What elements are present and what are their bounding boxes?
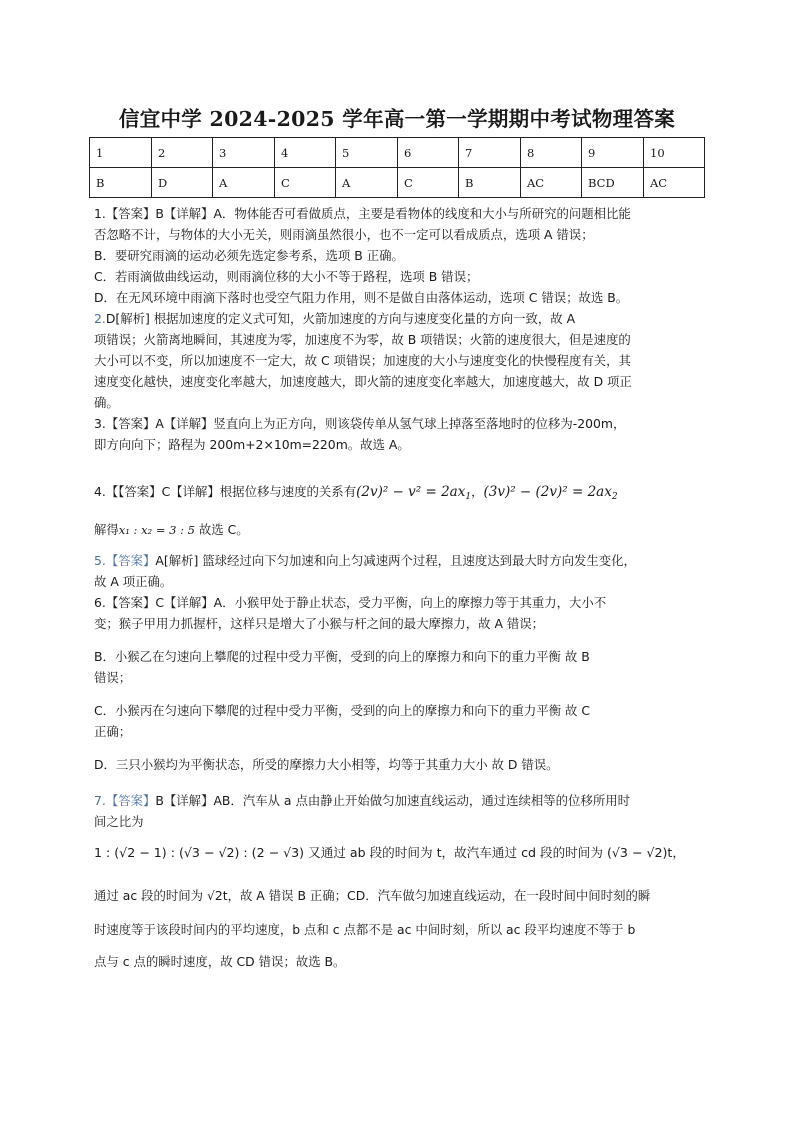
table-cell: D xyxy=(152,168,213,198)
equation-1: $(2v)^2 - v^2 = 2ax_1$ xyxy=(356,484,472,502)
table-cell: AC xyxy=(521,168,582,198)
answer-6-line-7: D．三只小猴均为平衡状态，所受的摩擦力大小相等，均等于其重力大小 故 D 错误。 xyxy=(94,757,559,772)
answer-2-line-3: 大小可以不变，所以加速度不一定大，故 C 项错误；加速度的大小与速度变化的快慢程度有关，其 xyxy=(94,353,631,368)
separator: ， xyxy=(471,484,484,499)
table-cell: 4 xyxy=(275,138,336,168)
table-cell: A xyxy=(336,168,398,198)
answer-1-line-5: D．在无风环境中雨滴下落时也受空气阻力作用，则不是做自由落体运动，选项 C 错误；故选 B。 xyxy=(94,290,629,305)
answer-text: B【详解】AB．汽车从 a 点由静止开始做匀加速直线运动，通过连续相等的位移所用时 xyxy=(155,793,631,808)
answer-6-line-3: B．小猴乙在匀速向上攀爬的过程中受力平衡，受到的向上的摩擦力和向下的重力平衡 故 B xyxy=(94,649,590,664)
answer-1-line-3: B．要研究雨滴的运动必须先选定参考系，选项 B 正确。 xyxy=(94,248,404,263)
table-cell: 1 xyxy=(90,138,152,168)
answer-7-line-3: 1 : (√2 − 1) : (√3 − √2) : (2 − √3) 又通过 ab 段的时间为 t，故汽车通过 cd 段的时间为 (√3 − √2)t， xyxy=(94,845,685,860)
answer-2-line-4: 速度变化越快，速度变化率越大，加速度越大，即火箭的速度变化率越大，加速度越大，故 D 项正 xyxy=(94,374,632,389)
equation-1-text: (2v)² − v² = 2ax xyxy=(356,484,466,500)
answer-6-line-6: 正确； xyxy=(94,724,132,739)
answer-text: 解得 xyxy=(94,522,119,537)
answer-5-line-1 xyxy=(94,550,704,571)
answer-3-line-1: 3.【答案】A【详解】竖直向上为正方向，则该袋传单从氢气球上掉落至落地时的位移为-200m， xyxy=(94,416,626,431)
answer-1-line-4: C．若雨滴做曲线运动，则雨滴位移的大小不等于路程，选项 B 错误； xyxy=(94,269,479,284)
answer-6-line-2: 变；猴子甲用力抓握杆，这样只是增大了小猴与杆之间的最大摩擦力，故 A 错误； xyxy=(94,616,545,631)
table-cell: B xyxy=(459,168,521,198)
table-cell: 8 xyxy=(521,138,582,168)
answer-7-line-2: 间之比为 xyxy=(94,814,144,829)
answer-7-line-1 xyxy=(94,790,704,811)
table-cell: BCD xyxy=(582,168,644,198)
answer-2-line-5: 确。 xyxy=(94,395,119,410)
table-cell: 3 xyxy=(213,138,275,168)
table-cell: AC xyxy=(644,168,705,198)
answer-1-line-2: 否忽略不计，与物体的大小无关，则雨滴虽然很小，也不一定可以看成质点，选项 A 错误； xyxy=(94,227,594,242)
answer-6-line-1: 6.【答案】C【详解】A．小猴甲处于静止状态，受力平衡，向上的摩擦力等于其重力，大小不 xyxy=(94,595,607,610)
answer-text: 4.【【答案】C【详解】根据位移与速度的关系有 xyxy=(94,484,357,499)
answer-7-line-6: 点与 c 点的瞬时速度，故 CD 错误；故选 B。 xyxy=(94,954,346,969)
equation-2-text: (3v)² − (2v)² = 2ax xyxy=(483,484,612,500)
table-cell: 10 xyxy=(644,138,705,168)
answer-6-line-4: 错误； xyxy=(94,670,132,685)
table-cell: A xyxy=(213,168,275,198)
answer-tag: 【答案】 xyxy=(105,793,156,808)
answer-row xyxy=(90,168,705,198)
answer-2-line-1 xyxy=(94,308,704,329)
table-cell: C xyxy=(398,168,459,198)
answer-table xyxy=(89,137,705,198)
question-number: 5. xyxy=(94,553,106,568)
table-cell: 5 xyxy=(336,138,398,168)
answer-3-line-2: 即方向向下；路程为 200m+2×10m=220m。故选 A。 xyxy=(94,437,410,452)
answer-2-line-2: 项错误；火箭离地瞬间，其速度为零，加速度不为零，故 B 项错误；火箭的速度很大，但是速度的 xyxy=(94,332,631,347)
answer-1-line-1: 1.【答案】B【详解】A．物体能否可看做质点，主要是看物体的线度和大小与所研究的问题相比能 xyxy=(94,206,631,221)
ratio-equation: x₁ : x₂ = 3 : 5 xyxy=(118,523,195,537)
answer-7-line-5: 时速度等于该段时间内的平均速度，b 点和 c 点都不是 ac 中间时刻，所以 ac 段平均速度不等于 b xyxy=(94,922,636,937)
question-number: 7. xyxy=(94,793,106,808)
answer-tag: 【答案】 xyxy=(105,553,156,568)
page-title: 信宜中学 2024-2025 学年高一第一学期期中考试物理答案 xyxy=(118,107,676,131)
table-cell: B xyxy=(90,168,152,198)
answer-4-line-1 xyxy=(94,481,704,508)
question-number-row xyxy=(90,138,705,168)
answer-7-line-4: 通过 ac 段的时间为 √2t，故 A 错误 B 正确；CD．汽车做匀加速直线运动，在一段时间中间时刻的瞬 xyxy=(94,888,651,903)
answer-5-line-2: 故 A 项正确。 xyxy=(94,574,173,589)
table-cell: C xyxy=(275,168,336,198)
table-cell: 2 xyxy=(152,138,213,168)
answer-6-line-5: C．小猴丙在匀速向下攀爬的过程中受力平衡，受到的向上的摩擦力和向下的重力平衡 故 C xyxy=(94,703,591,718)
table-cell: 7 xyxy=(459,138,521,168)
answer-text: D[解析] 根据加速度的定义式可知，火箭加速度的方向与速度变化量的方向一致，故 A xyxy=(105,311,576,326)
equation-2: $(3v)^2 - (2v)^2 = 2ax_2$ xyxy=(483,484,618,502)
table-cell: 6 xyxy=(398,138,459,168)
question-number: 2. xyxy=(94,311,106,326)
answer-text: 故选 C。 xyxy=(198,522,249,537)
answer-4-line-2 xyxy=(94,519,704,541)
table-cell: 9 xyxy=(582,138,644,168)
answer-text: A[解析] 篮球经过向下匀加速和向上匀减速两个过程，且速度达到最大时方向发生变化， xyxy=(155,553,636,568)
